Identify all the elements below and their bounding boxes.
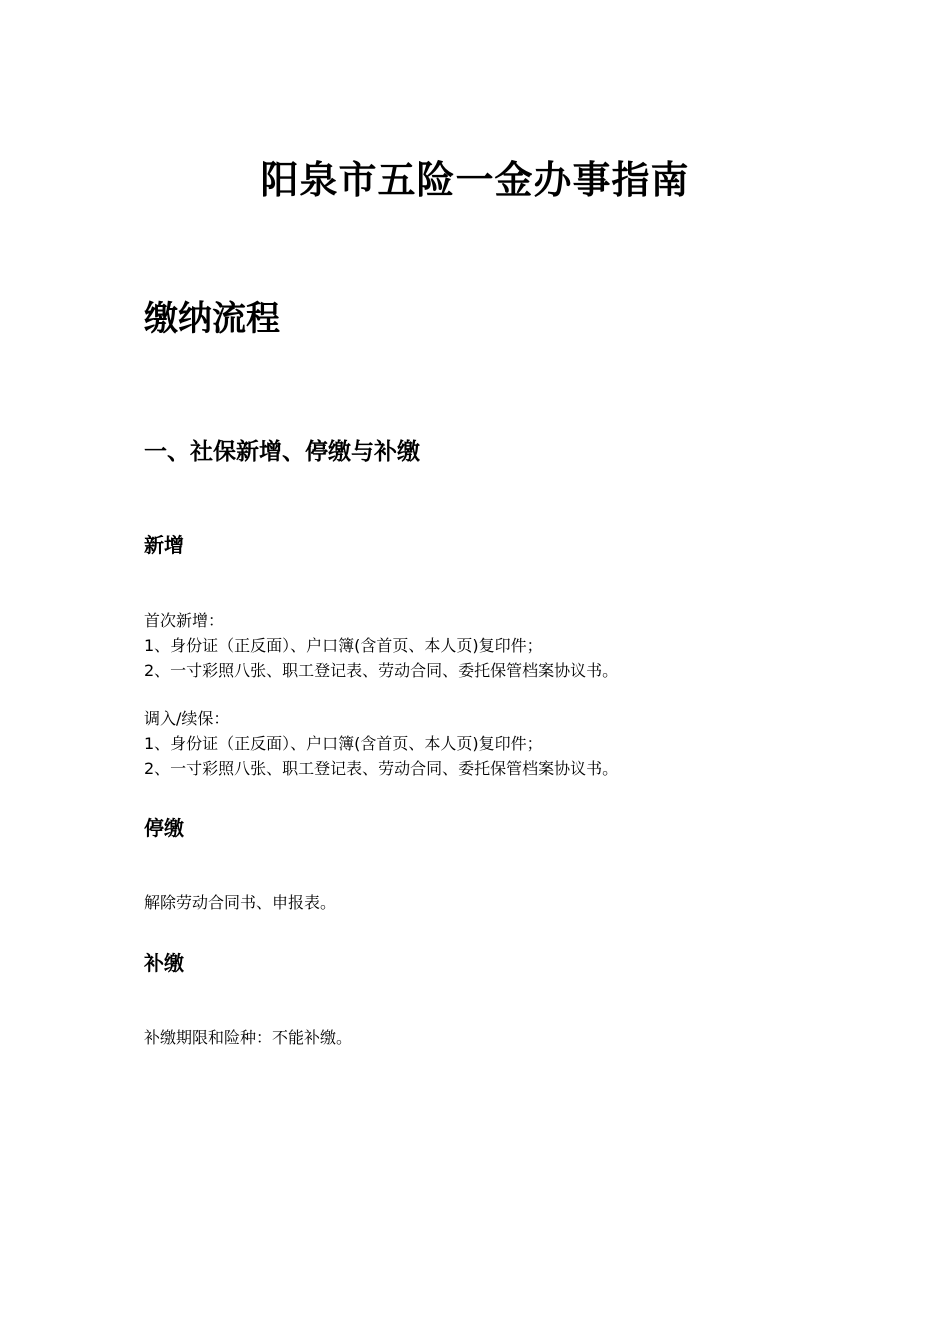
document-title: 阳泉市五险一金办事指南 <box>260 158 690 202</box>
heading-stop-payment: 停缴 <box>144 816 184 840</box>
stop-payment-text <box>144 890 824 915</box>
heading-new-enrollment: 新增 <box>144 533 184 557</box>
first-time-item-1: 1、身份证（正反面）、户口簿(含首页、本人页)复印件； <box>144 636 543 655</box>
first-time-item-2: 2、一寸彩照八张、职工登记表、劳动合同、委托保管档案协议书。 <box>144 661 619 680</box>
transfer-label: 调入/续保： <box>144 709 230 728</box>
transfer-item-1: 1、身份证（正反面）、户口簿(含首页、本人页)复印件； <box>144 734 543 753</box>
subsection-heading-social-insurance: 一、社保新增、停缴与补缴 <box>144 439 420 465</box>
back-payment-text <box>144 1025 824 1050</box>
transfer-enrollment-block <box>144 706 824 781</box>
first-time-label: 首次新增： <box>144 611 225 630</box>
stop-payment-line: 解除劳动合同书、申报表。 <box>144 893 337 912</box>
first-time-enrollment-block <box>144 608 824 683</box>
heading-back-payment: 补缴 <box>144 951 184 975</box>
transfer-item-2: 2、一寸彩照八张、职工登记表、劳动合同、委托保管档案协议书。 <box>144 759 619 778</box>
back-payment-line: 补缴期限和险种：不能补缴。 <box>144 1028 353 1047</box>
section-heading-payment-process: 缴纳流程 <box>144 299 280 339</box>
